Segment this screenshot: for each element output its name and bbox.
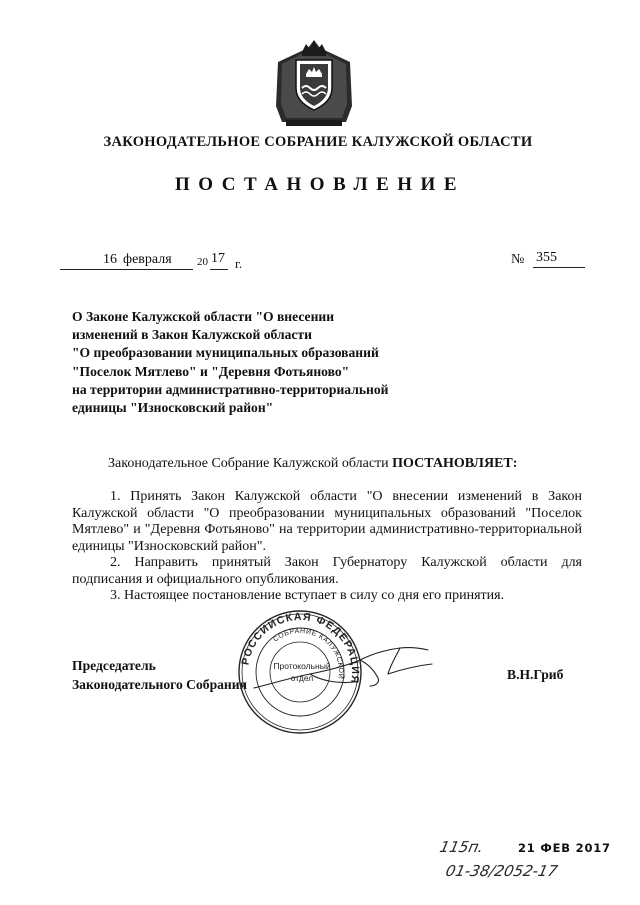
number-underline: [533, 267, 585, 268]
registration-block: [438, 836, 611, 896]
date-year: 17: [211, 251, 225, 266]
subject-line: "О преобразовании муниципальных образований: [72, 345, 379, 361]
seal-outer-text: РОССИЙСКАЯ ФЕДЕРАЦИЯ: [239, 610, 362, 685]
registration-date-stamp: 21 ФЕВ 2017: [518, 841, 611, 855]
organization-title: ЗАКОНОДАТЕЛЬНОЕ СОБРАНИЕ КАЛУЖСКОЙ ОБЛАСТИ: [103, 134, 533, 150]
paragraph-1: 1. Принять Закон Калужской области "О внесении изменений в Закон Калужской области "О преобразовании муниципальных образований "Поселок Мятлево" и "Деревня Фотьяново" на территории административно-территориальной единицы "Износковский район".: [72, 489, 582, 554]
resolution-body: [72, 489, 582, 605]
date-year-mark: г.: [235, 256, 243, 271]
date-century: 20: [197, 256, 208, 268]
role-line-1: Председатель: [72, 658, 156, 673]
preamble-text: Законодательное Собрание Калужской области: [108, 456, 393, 471]
registration-handwritten-1: 115п.: [438, 838, 486, 856]
seal-center-line-1: Протокольный: [273, 661, 331, 671]
date-underline: [60, 269, 193, 270]
seal-center-line-2: отдел: [290, 673, 314, 683]
subject-line: единицы "Износковский район": [72, 400, 274, 416]
subject-line: на территории административно-территориальной: [72, 381, 389, 397]
preamble: [108, 456, 517, 472]
document-date: [60, 252, 250, 272]
subject-line: изменений в Закон Калужской области: [72, 327, 312, 343]
paragraph-3: 3. Настоящее постановление вступает в силу со дня его принятия.: [110, 588, 505, 603]
subject-line: "Поселок Мятлево" и "Деревня Фотьяново": [72, 363, 350, 379]
role-line-2: Законодательного Собрания: [72, 677, 247, 692]
document-title: ПОСТАНОВЛЕНИЕ: [174, 174, 466, 195]
handwritten-signature: [250, 640, 440, 700]
signatory-name: В.Н.Гриб: [507, 667, 564, 682]
number-value: 355: [536, 250, 557, 265]
date-month: февраля: [123, 252, 172, 267]
registration-handwritten-2: 01-38/2052-17: [444, 862, 560, 880]
date-day: 16: [103, 252, 117, 267]
document-number: [511, 250, 586, 270]
document-subject: [72, 308, 472, 417]
year-underline: [210, 269, 228, 270]
signatory-role: [72, 656, 247, 694]
subject-line: О Законе Калужской области "О внесении: [72, 309, 335, 324]
preamble-verb: ПОСТАНОВЛЯЕТ:: [392, 456, 518, 471]
number-sign: №: [511, 252, 525, 267]
paragraph-2: 2. Направить принятый Закон Губернатору Калужской области для подписания и официального опубликования.: [72, 555, 582, 587]
seal-inner-text: СОБРАНИЕ КАЛУЖСКОЙ: [272, 627, 345, 680]
coat-of-arms-emblem: [272, 36, 356, 132]
